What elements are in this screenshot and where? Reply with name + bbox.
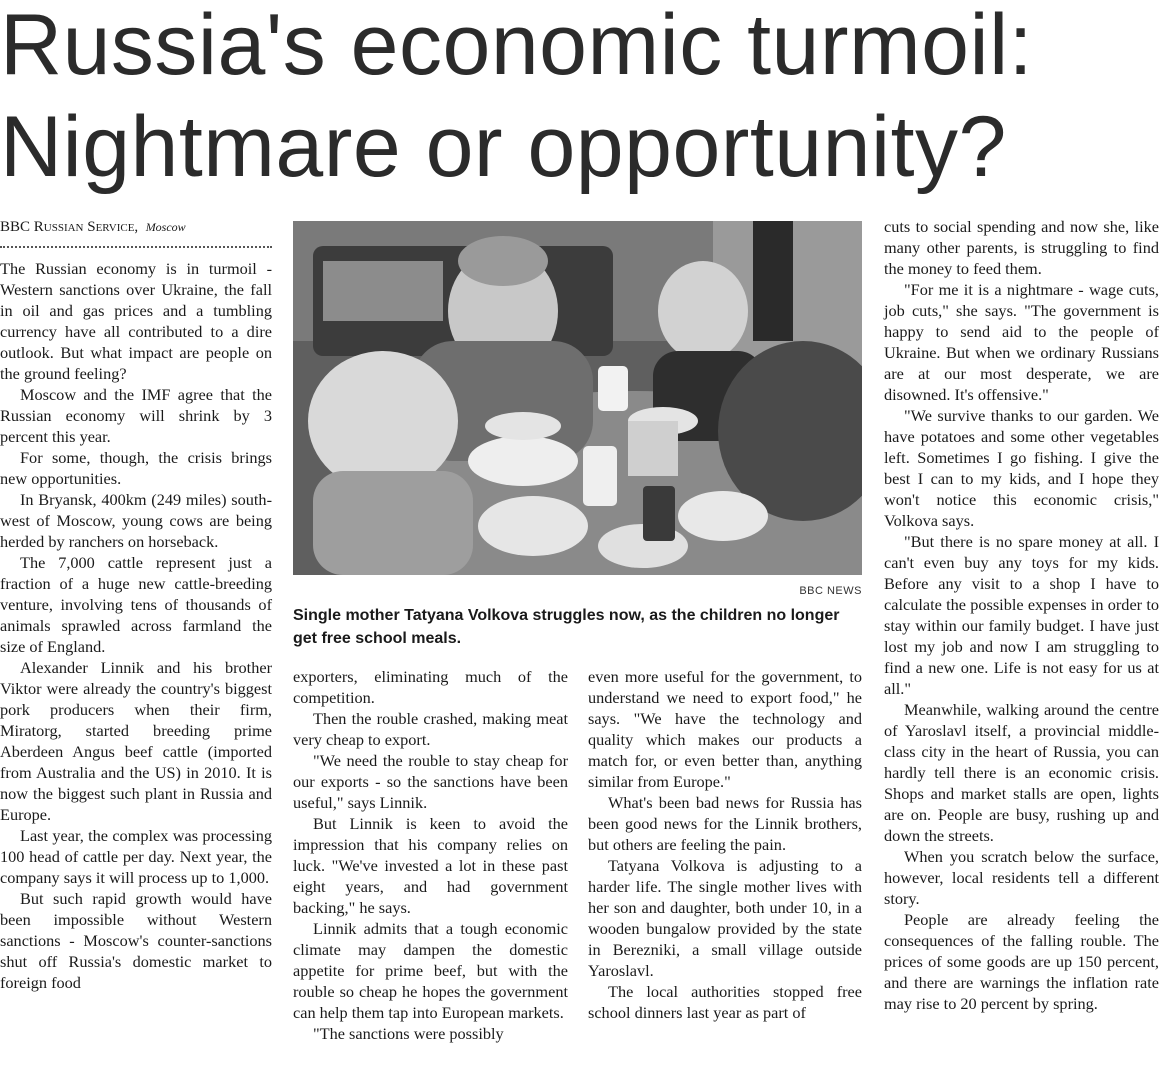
article-column-3	[588, 666, 862, 1023]
paragraph: "For me it is a nightmare - wage cuts, job cuts," she says. "The government is happy to send aid to the people of Ukraine. But when we ordinary Russians are at our most desperate, we are disowned. It's offensive."	[884, 280, 1159, 404]
paragraph: "We need the rouble to stay cheap for our exports - so the sanctions have been useful," says Linnik.	[293, 751, 568, 812]
paragraph: Moscow and the IMF agree that the Russian economy will shrink by 3 percent this year.	[0, 385, 272, 446]
paragraph: exporters, eliminating much of the competition.	[293, 667, 568, 707]
paragraph: Linnik admits that a tough economic climate may dampen the domestic appetite for prime beef, but with the rouble so cheap he hopes the government can help them tap into European markets.	[293, 919, 568, 1022]
byline-service: BBC Russian Service,	[0, 219, 139, 235]
family-meal-photo	[293, 221, 862, 575]
paragraph: The local authorities stopped free school dinners last year as part of	[588, 982, 862, 1022]
paragraph: But Linnik is keen to avoid the impression that his company relies on luck. "We've invested a lot in these past eight years, and had government backing," he says.	[293, 814, 568, 917]
paragraph: But such rapid growth would have been impossible without Western sanctions - Moscow's counter-sanctions shut off Russia's domestic market to foreign food	[0, 889, 272, 992]
paragraph: cuts to social spending and now she, like many other parents, is struggling to find the money to feed them.	[884, 217, 1159, 278]
article-photo	[293, 221, 862, 575]
paragraph: Then the rouble crashed, making meat very cheap to export.	[293, 709, 568, 749]
article-column-2	[293, 666, 568, 1044]
byline-divider	[0, 246, 272, 248]
photo-credit: BBC NEWS	[799, 585, 862, 597]
paragraph: "The sanctions were possibly	[313, 1024, 504, 1043]
paragraph: People are already feeling the consequences of the falling rouble. The prices of some goods are up 150 percent, and there are warnings the inflation rate may rise to 20 percent by spring.	[884, 910, 1159, 1013]
article-column-1	[0, 258, 272, 993]
paragraph: Last year, the complex was processing 100 head of cattle per day. Next year, the company says it will process up to 1,000.	[0, 826, 272, 887]
paragraph: Alexander Linnik and his brother Viktor were already the country's biggest pork producers when their firm, Miratorg, started breeding prime Aberdeen Angus beef cattle (imported from Australia and the US) in 2010. It is now the biggest such plant in Russia and Europe.	[0, 658, 272, 824]
byline-location: Moscow	[145, 220, 186, 234]
paragraph: "But there is no spare money at all. I can't even buy any toys for my kids. Before any visit to a shop I have to calculate the possible expenses in order to stay within our family budget. I have just lost my job and now I am struggling to find a new one. Life is not easy for us at all."	[884, 532, 1159, 698]
paragraph: even more useful for the government, to understand we need to export food," he says. "We have the technology and quality which makes our products a match for, or even better than, anything similar from Europe."	[588, 667, 862, 791]
paragraph: Tatyana Volkova is adjusting to a harder life. The single mother lives with her son and daughter, both under 10, in a wooden bungalow provided by the state in Berezniki, a small village outside Yaroslavl.	[588, 856, 862, 980]
headline-line-1: Russia's economic turmoil:	[0, 0, 1034, 93]
paragraph: For some, though, the crisis brings new opportunities.	[0, 448, 272, 488]
byline	[0, 217, 272, 238]
paragraph: In Bryansk, 400km (249 miles) south-west of Moscow, young cows are being herded by ranchers on horseback.	[0, 490, 272, 551]
headline	[0, 0, 1162, 198]
headline-line-2: Nightmare or opportunity?	[0, 99, 1007, 195]
article-column-4	[884, 216, 1159, 1014]
paragraph: The 7,000 cattle represent just a fraction of a huge new cattle-breeding venture, involving tens of thousands of animals sprawled across farmland the size of England.	[0, 553, 272, 656]
paragraph: The Russian economy is in turmoil - Western sanctions over Ukraine, the fall in oil and gas prices and a tumbling currency have all contributed to a dire outlook. But what impact are people on the ground feeling?	[0, 259, 272, 383]
paragraph: What's been bad news for Russia has been good news for the Linnik brothers, but others are feeling the pain.	[588, 793, 862, 854]
paragraph: "We survive thanks to our garden. We have potatoes and some other vegetables left. Sometimes I go fishing. I give the best I can to my kids, and I hope they won't notice this economic crisis," Volkova says.	[884, 406, 1159, 530]
paragraph: When you scratch below the surface, however, local residents tell a different story.	[884, 847, 1159, 908]
photo-caption: Single mother Tatyana Volkova struggles now, as the children no longer get free school meals.	[293, 607, 840, 647]
paragraph: Meanwhile, walking around the centre of Yaroslavl itself, a provincial middle-class city in the heart of Russia, you can hardly tell there is an economic crisis. Shops and market stalls are open, lights are on. People are busy, rushing up and down the streets.	[884, 700, 1159, 845]
